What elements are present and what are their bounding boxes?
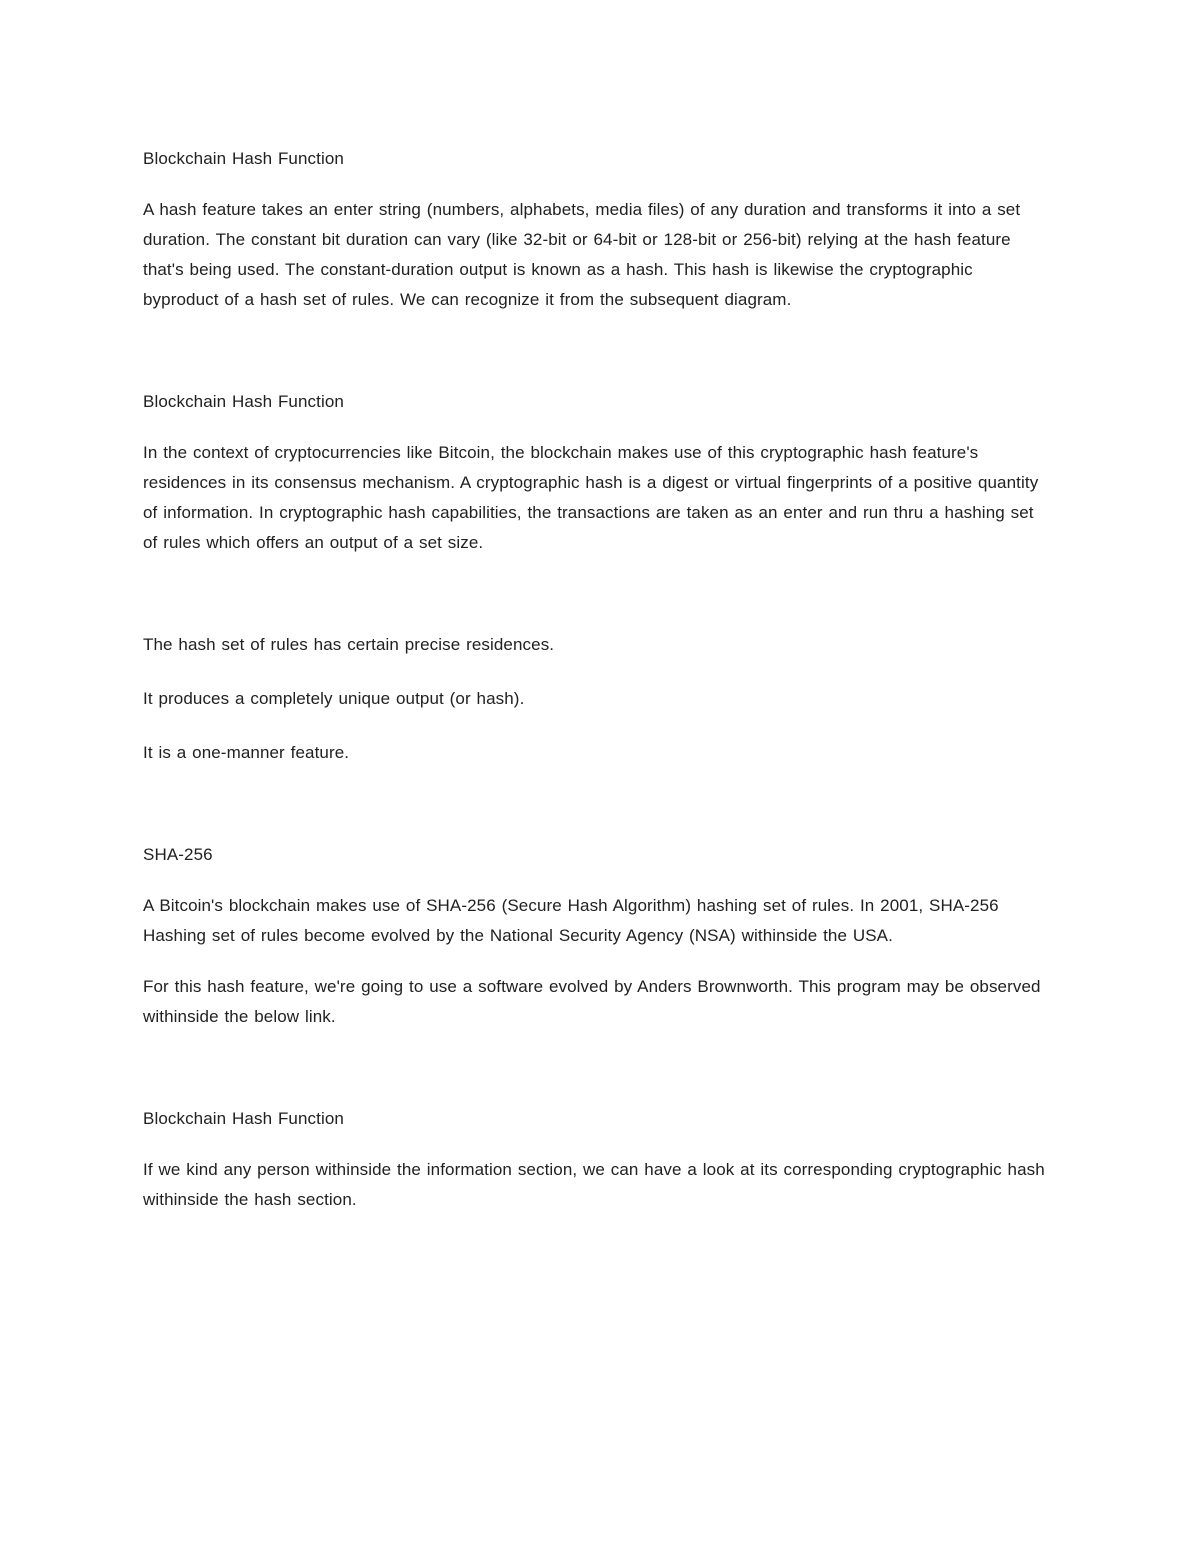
paragraph: It produces a completely unique output (or hash).: [143, 689, 525, 708]
section-heading: Blockchain Hash Function: [143, 392, 344, 411]
paragraph: A hash feature takes an enter string (numbers, alphabets, media files) of any duration and transforms it into a set duration. The constant bit duration can vary (like 32-bit or 64-bit or 128-bit or 256-bit) relying at the hash feature that's being used. The constant-duration output is known as a hash. This hash is likewise the cryptographic byproduct of a hash set of rules. We can recognize it from the subsequent diagram.: [143, 200, 1021, 309]
paragraph: A Bitcoin's blockchain makes use of SHA-256 (Secure Hash Algorithm) hashing set of rules. In 2001, SHA-256 Hashing set of rules become evolved by the National Security Agency (NSA) withinside the USA.: [143, 896, 999, 945]
section-heading: Blockchain Hash Function: [143, 149, 344, 168]
paragraph: It is a one-manner feature.: [143, 743, 350, 762]
paragraph: If we kind any person withinside the information section, we can have a look at its corresponding cryptographic hash withinside the hash section.: [143, 1160, 1045, 1209]
paragraph: The hash set of rules has certain precise residences.: [143, 635, 555, 654]
section-heading: SHA-256: [143, 845, 213, 864]
paragraph: In the context of cryptocurrencies like Bitcoin, the blockchain makes use of this cryptographic hash feature's residences in its consensus mechanism. A cryptographic hash is a digest or virtual fingerprints of a positive quantity of information. In cryptographic hash capabilities, the transactions are taken as an enter and run thru a hashing set of rules which offers an output of a set size.: [143, 443, 1039, 552]
section-heading: Blockchain Hash Function: [143, 1109, 344, 1128]
paragraph: For this hash feature, we're going to use a software evolved by Anders Brownworth. This program may be observed withinside the below link.: [143, 977, 1041, 1026]
